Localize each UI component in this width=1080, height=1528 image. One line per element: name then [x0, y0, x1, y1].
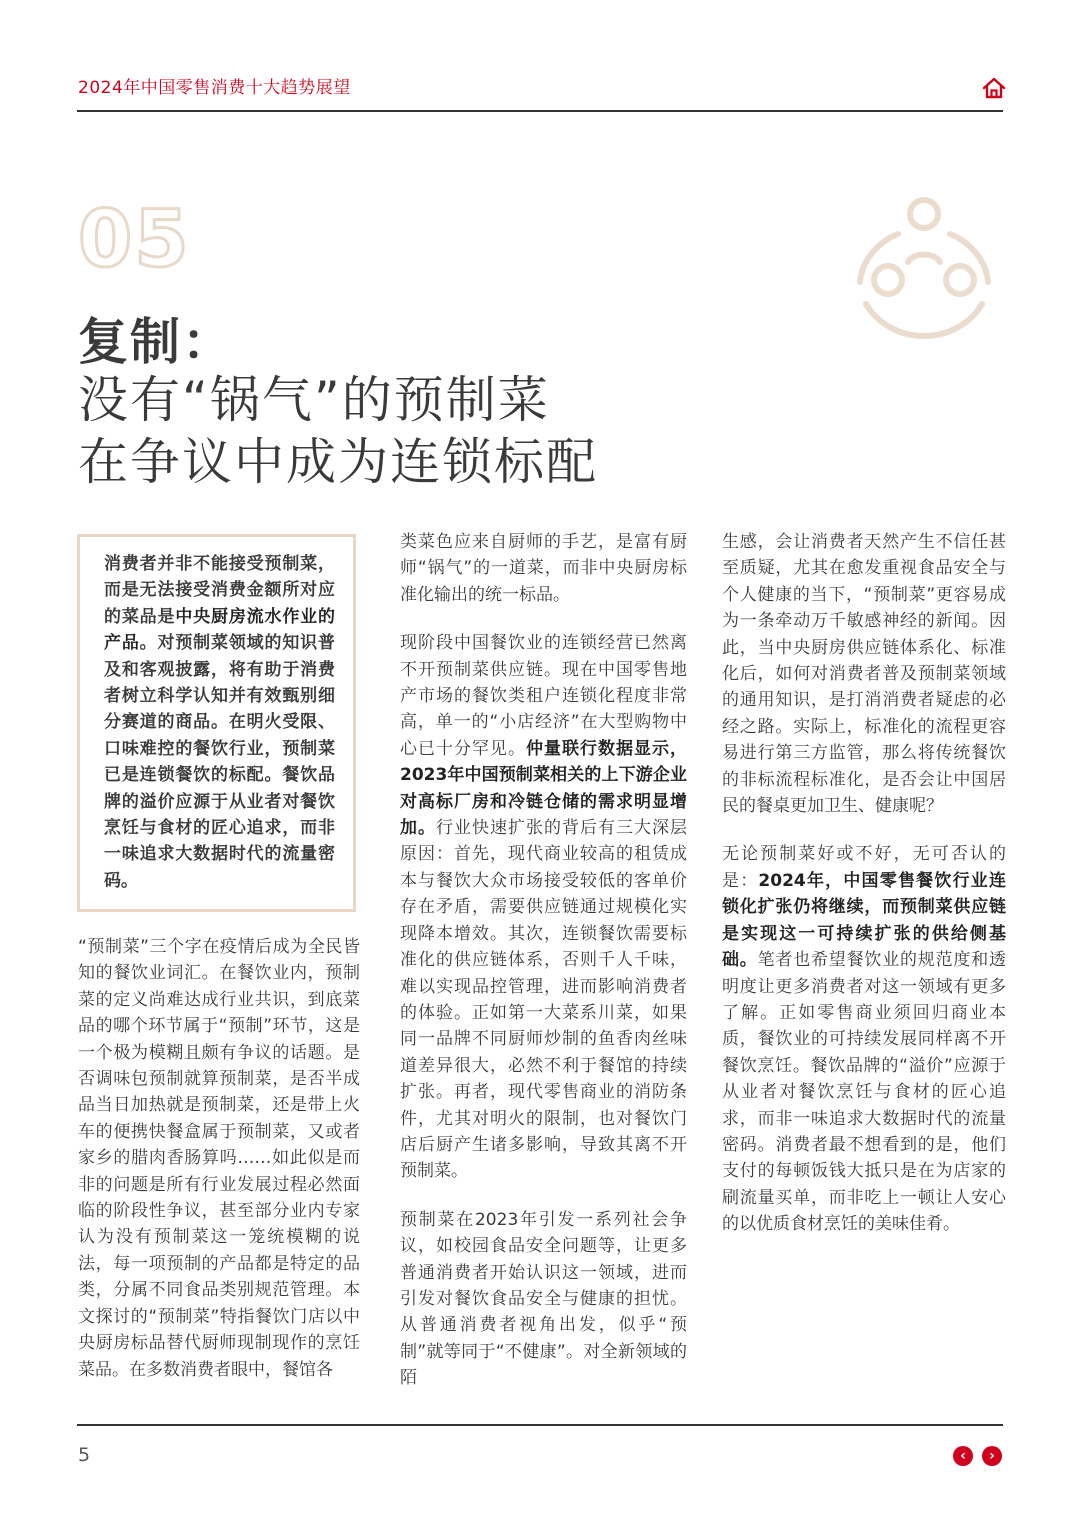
page-number: 5: [78, 1444, 91, 1466]
prev-page-button[interactable]: ‹: [953, 1446, 973, 1466]
body-column-1: [78, 934, 360, 1383]
footer-divider: [77, 1424, 1003, 1426]
title-line-2: 没有“锅气”的预制菜: [78, 371, 550, 429]
header-divider: [77, 110, 1003, 112]
title-heading-bold: 复制：: [78, 313, 234, 371]
home-icon[interactable]: [982, 76, 1006, 100]
body-column-3: [722, 529, 1006, 1238]
report-title: 2024年中国零售消费十大趋势展望: [78, 78, 351, 98]
paragraph: 类菜色应来自厨师的手艺，是富有厨师“锅气”的一道菜，而非中央厨房标准化输出的统一标品。: [400, 532, 687, 605]
chapter-number-text: 05: [78, 196, 191, 276]
next-page-button[interactable]: ›: [982, 1446, 1002, 1466]
highlight-box: [77, 534, 356, 912]
people-circle-icon: [838, 192, 1008, 342]
chapter-number: [78, 196, 198, 276]
highlight-text: 消费者并非不能接受预制菜，而是无法接受消费金额所对应的菜品是中央厨房流水作业的产品。对预制菜领域的知识普及和客观披露，将有助于消费者树立科学认知并有效甄别细分赛道的商品。在明火受限、口味难控的餐饮行业，预制菜已是连锁餐饮的标配。餐饮品牌的溢价应源于从业者对餐饮烹饪与食材的匠心追求，而非一味追求大数据时代的流量密码。: [104, 554, 336, 891]
paragraph: 现阶段中国餐饮业的连锁经营已然离不开预制菜供应链。现在中国零售地产市场的餐饮类租户连锁化程度非常高，单一的“小店经济”在大型购物中心已十分罕见。仲量联行数据显示，2023年中国预制菜相关的上下游企业对高标厂房和冷链仓储的需求明显增加。行业快速扩张的背后有三大深层原因：首先，现代商业较高的租赁成本与餐饮大众市场接受较低的客单价存在矛盾，需要供应链通过规模化实现降本增效。其次，连锁餐饮需要标准化的供应链体系，否则千人千味，难以实现品控管理，进而影响消费者的体验。正如第一大菜系川菜，如果同一品牌不同厨师炒制的鱼香肉丝味道差异很大，必然不利于餐馆的持续扩张。再者，现代零售商业的消防条件，尤其对明火的限制，也对餐饮门店后厨产生诸多影响，导致其离不开预制菜。: [400, 633, 687, 1182]
title-line-3: 在争议中成为连锁标配: [78, 433, 598, 491]
paragraph: “预制菜”三个字在疫情后成为全民皆知的餐饮业词汇。在餐饮业内，预制菜的定义尚难达成行业共识，到底菜品的哪个环节属于“预制”环节，这是一个极为模糊且颇有争议的话题。是否调味包预制就算预制菜，是否半成品当日加热就是预制菜，还是带上火车的便携快餐盒属于预制菜，又或者家乡的腊肉香肠算吗……如此似是而非的问题是所有行业发展过程必然面临的阶段性争议，甚至部分业内专家认为没有预制菜这一笼统模糊的说法，每一项预制的产品都是特定的品类，分属不同食品类别规范管理。本文探讨的“预制菜”特指餐饮门店以中央厨房标品替代厨师现制现作的烹饪菜品。在多数消费者眼中，餐馆各: [78, 937, 360, 1380]
paragraph: 预制菜在2023年引发一系列社会争议，如校园食品安全问题等，让更多普通消费者开始认识这一领域，进而引发对餐饮食品安全与健康的担忧。从普通消费者视角出发，似乎“预制”就等同于“不健康”。对全新领域的陌: [400, 1209, 687, 1389]
paragraph: 生感，会让消费者天然产生不信任甚至质疑，尤其在愈发重视食品安全与个人健康的当下，“预制菜”更容易成为一条牵动万千敏感神经的新闻。因此，当中央厨房供应链体系化、标准化后，如何对消费者普及预制菜领域的通用知识，是打消消费者疑虑的必经之路。实际上，标准化的流程更容易进行第三方监管，那么将传统餐饮的非标流程标准化，是否会让中国居民的餐桌更加卫生、健康呢？: [722, 532, 1006, 817]
paragraph: 无论预制菜好或不好，无可否认的是：2024年，中国零售餐饮行业连锁化扩张仍将继续，而预制菜供应链是实现这一可持续扩张的供给侧基础。笔者也希望餐饮业的规范度和透明度让更多消费者对这一领域有更多了解。正如零售商业须回归商业本质，餐饮业的可持续发展同样离不开餐饮烹饪。餐饮品牌的“溢价”应源于从业者对餐饮烹饪与食材的匠心追求，而非一味追求大数据时代的流量密码。消费者最不想看到的是，他们支付的每顿饭钱大抵只是在为店家的刷流量买单，而非吃上一顿让人安心的以优质食材烹饪的美味佳肴。: [722, 844, 1007, 1235]
body-column-2: [400, 529, 687, 1392]
